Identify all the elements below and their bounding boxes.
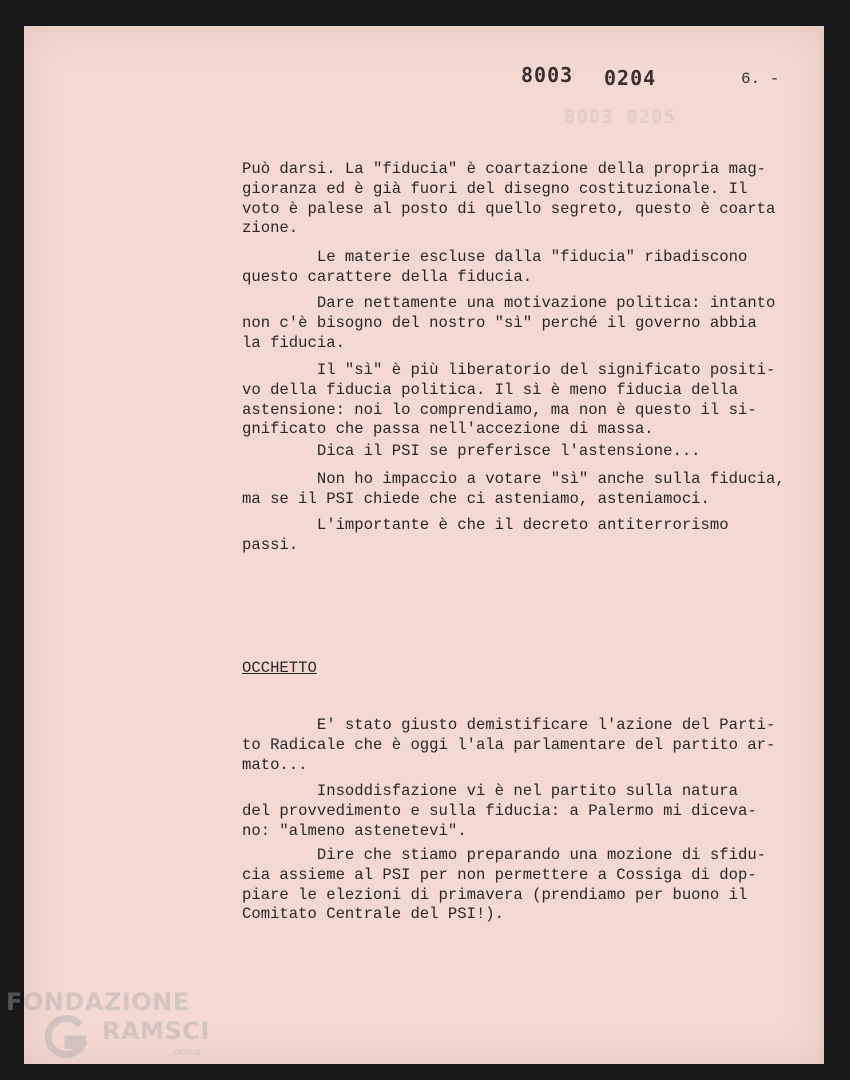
paragraph: Insoddisfazione vi è nel partito sulla natura del provvedimento e sulla fiducia: a Palermo mi diceva- no: "almeno astenetevi". [242, 782, 757, 840]
bleed-through-code: 8003 0205 [564, 106, 676, 128]
paragraph: E' stato giusto demistificare l'azione del Parti- to Radicale che è oggi l'ala parlamentare del partito ar- mato... [242, 716, 776, 774]
archive-code-part1: 8003 [521, 63, 574, 87]
paragraph: Dire che stiamo preparando una mozione di sfidu- cia assieme al PSI per non permettere a Cossiga di dop- piare le elezioni di primavera (prendiamo per buono il Comitato Centrale del PSI!). [242, 846, 767, 924]
paragraph: L'importante è che il decreto antiterrorismo passi. [242, 516, 729, 554]
page-number: 6. - [741, 70, 780, 88]
paragraph: Può darsi. La "fiducia" è coartazione della propria mag- gioranza ed è già fuori del disegno costituzionale. Il voto è palese al posto di quello segreto, questo è coarta zione. [242, 160, 776, 238]
paragraph: Le materie escluse dalla "fiducia" ribadiscono questo carattere della fiducia. [242, 248, 748, 286]
document-page [24, 26, 824, 1064]
archive-code-part2: 0204 [604, 66, 657, 90]
paragraph: Il "sì" è più liberatorio del significato positi- vo della fiducia politica. Il sì è meno fiducia della astensione: noi lo comprendiamo, ma non è questo il si- gnificato che passa nell'accezione di massa. [242, 361, 776, 439]
watermark-small: onlus [174, 1047, 201, 1058]
watermark-line1: FONDAZIONE [6, 988, 190, 1016]
page-edge [820, 26, 824, 1064]
paragraph: Dica il PSI se preferisce l'astensione... [242, 442, 701, 460]
fondazione-gramsci-watermark [6, 988, 210, 1058]
paragraph: Non ho impaccio a votare "sì" anche sulla fiducia, ma se il PSI chiede che ci asteniamo, asteniamoci. [242, 470, 785, 508]
watermark-line2: RAMSCI [102, 1017, 210, 1045]
gramsci-g-logo-icon [40, 1011, 92, 1063]
speaker-heading: OCCHETTO [242, 659, 317, 677]
paragraph: Dare nettamente una motivazione politica: intanto non c'è bisogno del nostro "sì" perché il governo abbia la fiducia. [242, 294, 776, 352]
